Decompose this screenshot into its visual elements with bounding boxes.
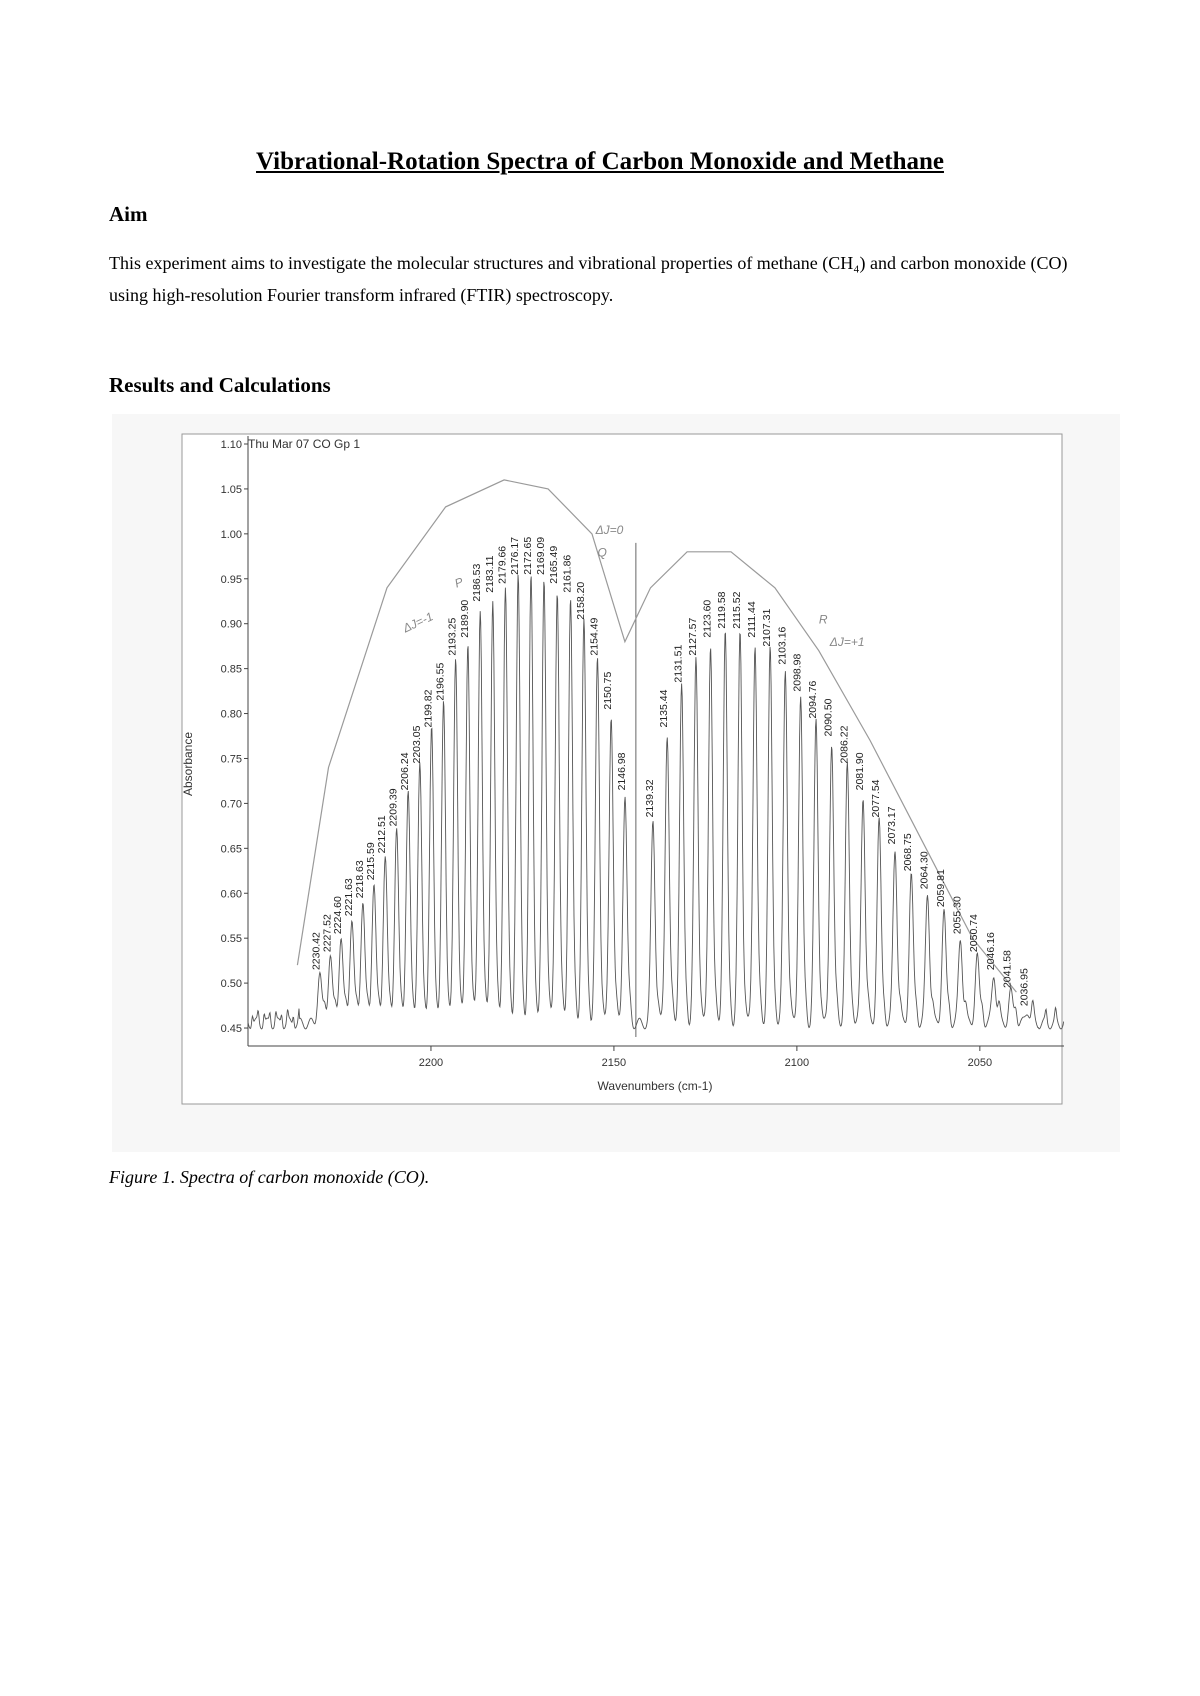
- peak-label: 2183.11: [483, 555, 496, 593]
- annotation: R: [818, 612, 828, 627]
- peak-label: 2146.98: [616, 752, 629, 791]
- y-tick-label: 0.65: [220, 843, 242, 856]
- aim-paragraph: This experiment aims to investigate the molecular structures and vibrational properties of methane (CH₄) and carbon monoxide (CO) using high-resolution Fourier transform infrared (FTIR) spectroscopy.: [109, 253, 1068, 305]
- peak-label: 2189.90: [458, 599, 471, 638]
- y-tick-label: 0.55: [220, 933, 242, 946]
- peak-label: 2041.58: [1001, 950, 1014, 989]
- peak-label: 2215.59: [364, 842, 377, 881]
- peak-label: 2186.53: [471, 563, 484, 602]
- peak-label: 2161.86: [561, 554, 574, 593]
- peak-label: 2127.57: [687, 617, 700, 656]
- figure-caption: Figure 1. Spectra of carbon monoxide (CO).: [109, 1167, 430, 1187]
- y-tick-label: 0.45: [220, 1023, 242, 1036]
- annotation: Q: [597, 545, 607, 560]
- peak-label: 2131.51: [672, 644, 685, 683]
- document-title: Vibrational-Rotation Spectra of Carbon Monoxide and Methane: [256, 148, 944, 175]
- peak-label: 2064.30: [918, 851, 931, 890]
- peak-label: 2158.20: [574, 581, 587, 620]
- peak-label: 2086.22: [838, 725, 851, 764]
- spectrum-chart: [112, 414, 1120, 1152]
- peak-label: 2230.42: [310, 932, 323, 971]
- peak-label: 2150.75: [602, 671, 615, 710]
- peak-label: 2218.63: [353, 860, 366, 899]
- peak-label: 2036.95: [1018, 968, 1031, 1007]
- annotation: ΔJ=+1: [829, 635, 865, 650]
- peak-label: 2098.98: [791, 653, 804, 692]
- x-tick-label: 2200: [418, 1057, 444, 1069]
- y-tick-label: 0.75: [220, 753, 242, 766]
- peak-label: 2209.39: [387, 788, 400, 827]
- y-tick-label: 1.05: [220, 483, 242, 496]
- peak-label: 2119.58: [716, 591, 729, 629]
- peak-label: 2165.49: [548, 545, 561, 584]
- peak-label: 2107.31: [761, 608, 774, 647]
- peak-label: 2077.54: [870, 779, 883, 818]
- y-tick-label: 0.50: [220, 978, 242, 991]
- peak-label: 2139.32: [643, 779, 656, 818]
- peak-label: 2227.52: [321, 914, 334, 953]
- peak-label: 2090.50: [822, 698, 835, 737]
- x-tick-label: 2050: [967, 1057, 993, 1069]
- peak-label: 2115.52: [731, 591, 744, 629]
- peak-label: 2154.49: [588, 617, 601, 656]
- y-tick-label: 0.95: [220, 573, 242, 586]
- peak-label: 2179.66: [496, 545, 509, 584]
- peak-label: 2203.05: [410, 725, 423, 764]
- aim-heading: Aim: [109, 202, 148, 226]
- peak-label: 2199.82: [422, 689, 435, 728]
- y-tick-label: 0.60: [220, 888, 242, 901]
- y-tick-label: 0.85: [220, 663, 242, 676]
- peak-label: 2196.55: [434, 662, 447, 701]
- peak-label: 2094.76: [807, 680, 820, 719]
- peak-label: 2176.17: [509, 536, 522, 575]
- peak-label: 2221.63: [342, 878, 355, 917]
- y-tick-label: 0.70: [220, 798, 242, 811]
- peak-label: 2073.17: [886, 806, 899, 845]
- peak-label: 2224.60: [331, 896, 344, 935]
- peak-label: 2081.90: [854, 752, 867, 791]
- annotation: P: [452, 574, 466, 591]
- peak-label: 2212.51: [376, 815, 389, 854]
- peak-label: 2055.30: [951, 896, 964, 935]
- peak-label: 2050.74: [968, 914, 981, 953]
- peak-label: 2123.60: [701, 599, 714, 638]
- results-heading: Results and Calculations: [109, 373, 331, 397]
- annotation: ΔJ=0: [595, 522, 624, 537]
- y-axis-label: Absorbance: [181, 731, 195, 797]
- peak-label: 2135.44: [658, 689, 671, 728]
- peak-label: 2111.44: [745, 601, 758, 638]
- y-tick-label: 0.90: [220, 618, 242, 631]
- annotation: ΔJ=-1: [400, 609, 436, 636]
- peak-label: 2206.24: [399, 752, 412, 791]
- peak-label: 2068.75: [902, 833, 915, 872]
- x-tick-label: 2100: [784, 1057, 810, 1069]
- y-tick-label: 1.10: [220, 439, 242, 451]
- y-tick-label: 1.00: [220, 528, 242, 541]
- x-tick-label: 2150: [601, 1057, 627, 1069]
- figure-scan: [112, 414, 1120, 1152]
- peak-label: 2059.81: [934, 869, 947, 908]
- peak-label: 2172.65: [521, 536, 534, 575]
- peak-label: 2169.09: [535, 536, 548, 575]
- x-axis-label: Wavenumbers (cm-1): [597, 1079, 713, 1093]
- peak-label: 2103.16: [776, 626, 789, 665]
- chart-title: Thu Mar 07 CO Gp 1: [248, 437, 361, 451]
- y-tick-label: 0.80: [220, 708, 242, 721]
- peak-label: 2193.25: [446, 617, 459, 656]
- peak-label: 2046.16: [984, 932, 997, 971]
